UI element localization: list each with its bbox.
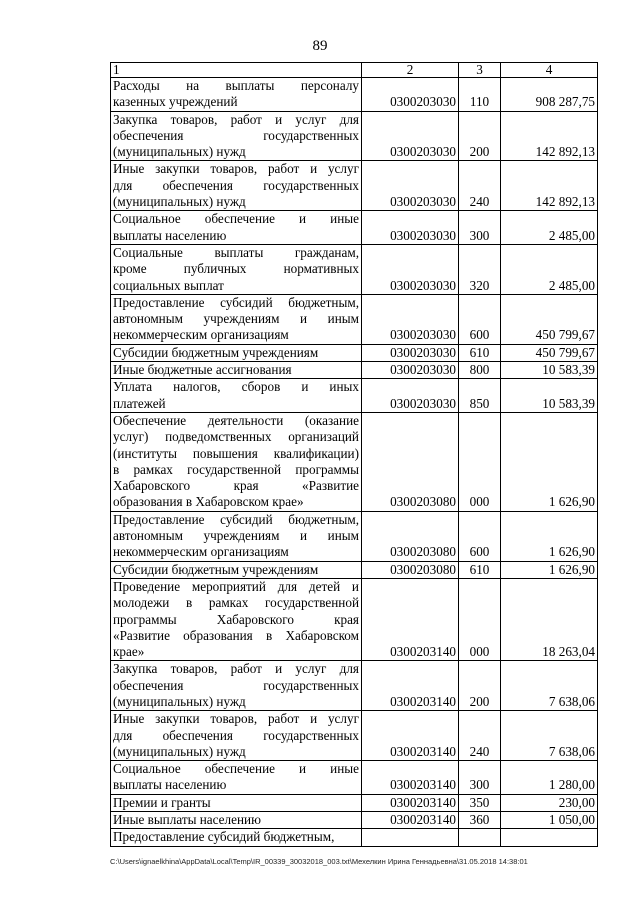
table-row: [111, 761, 598, 795]
column-header-4: 4: [501, 63, 598, 78]
row-name-line: (муниципальных) нужд: [113, 194, 246, 210]
row-name-cell: [111, 578, 362, 660]
table-row: [111, 362, 598, 379]
row-code-cell: 0300203030: [362, 111, 459, 161]
row-code-cell: 0300203030: [362, 244, 459, 294]
row-name-line: Иные закупки товаров, работ и услуг: [113, 711, 359, 727]
row-code-cell: 0300203030: [362, 78, 459, 112]
row-name-line: обеспечения государственных: [113, 677, 359, 693]
row-name-cell: [111, 812, 362, 829]
column-header-1: 1: [111, 63, 362, 78]
row-code-cell: 0300203030: [362, 161, 459, 211]
page-number: 89: [312, 38, 328, 54]
row-amount-cell: 1 050,00: [501, 812, 598, 829]
row-name-line: услуг) подведомственных организаций: [113, 429, 359, 445]
row-type-cell: 600: [459, 294, 501, 344]
row-type-cell: 360: [459, 812, 501, 829]
row-type-cell: 110: [459, 78, 501, 112]
table-row: [111, 794, 598, 811]
table-row: [111, 711, 598, 761]
row-name-cell: [111, 561, 362, 578]
row-name-cell: [111, 161, 362, 211]
row-name-line: Социальные выплаты гражданам,: [113, 244, 359, 260]
row-name-cell: [111, 362, 362, 379]
column-header-2: 2: [362, 63, 459, 78]
row-name-line: некоммерческим организациям: [113, 544, 289, 560]
table-row: [111, 211, 598, 245]
row-name-line: Предоставление субсидий бюджетным,: [113, 511, 359, 527]
row-name-line: для обеспечения государственных: [113, 727, 359, 743]
row-name-line: выплаты населению: [113, 227, 227, 243]
row-amount-cell: [501, 829, 598, 846]
row-name-line: Субсидии бюджетным учреждениям: [113, 344, 319, 360]
table-row: [111, 344, 598, 361]
row-name-line: Предоставление субсидий бюджетным,: [113, 829, 335, 845]
row-name-line: крае»: [113, 644, 145, 660]
row-name-line: казенных учреждений: [113, 94, 238, 110]
row-name-line: (муниципальных) нужд: [113, 144, 246, 160]
table-row: [111, 578, 598, 660]
row-type-cell: 240: [459, 161, 501, 211]
row-type-cell: 600: [459, 511, 501, 561]
row-type-cell: 300: [459, 211, 501, 245]
row-type-cell: 200: [459, 111, 501, 161]
row-name-line: образования в Хабаровском крае»: [113, 494, 304, 510]
row-code-cell: 0300203030: [362, 362, 459, 379]
row-amount-cell: 7 638,06: [501, 661, 598, 711]
row-type-cell: 000: [459, 578, 501, 660]
row-amount-cell: 142 892,13: [501, 161, 598, 211]
row-name-cell: [111, 412, 362, 511]
row-name-line: «Развитие образования в Хабаровском: [113, 627, 359, 643]
row-name-line: некоммерческим организациям: [113, 327, 289, 343]
row-name-line: Социальное обеспечение и иные: [113, 761, 359, 777]
row-code-cell: [362, 829, 459, 846]
row-amount-cell: 18 263,04: [501, 578, 598, 660]
row-name-line: Хабаровского края «Развитие: [113, 478, 359, 494]
row-name-line: Иные выплаты населению: [113, 812, 261, 828]
table-row: [111, 294, 598, 344]
row-name-line: Премии и гранты: [113, 794, 211, 810]
row-code-cell: 0300203030: [362, 294, 459, 344]
row-name-cell: [111, 794, 362, 811]
row-amount-cell: 450 799,67: [501, 344, 598, 361]
row-type-cell: 350: [459, 794, 501, 811]
table-row: [111, 561, 598, 578]
row-code-cell: 0300203030: [362, 344, 459, 361]
row-name-cell: [111, 761, 362, 795]
row-name-line: автономным учреждениям и иным: [113, 311, 359, 327]
row-amount-cell: 908 287,75: [501, 78, 598, 112]
row-name-line: Закупка товаров, работ и услуг для: [113, 661, 359, 677]
row-name-line: кроме публичных нормативных: [113, 261, 359, 277]
row-type-cell: [459, 829, 501, 846]
budget-table: [110, 62, 598, 847]
row-name-line: обеспечения государственных: [113, 127, 359, 143]
row-name-line: молодежи в рамках государственной: [113, 595, 359, 611]
row-name-line: для обеспечения государственных: [113, 177, 359, 193]
row-name-cell: [111, 344, 362, 361]
row-code-cell: 0300203080: [362, 511, 459, 561]
row-code-cell: 0300203030: [362, 379, 459, 413]
table-row: [111, 661, 598, 711]
table-row: [111, 829, 598, 846]
row-name-line: Проведение мероприятий для детей и: [113, 578, 359, 594]
row-amount-cell: 230,00: [501, 794, 598, 811]
row-name-line: социальных выплат: [113, 277, 224, 293]
row-type-cell: 850: [459, 379, 501, 413]
row-amount-cell: 450 799,67: [501, 294, 598, 344]
row-code-cell: 0300203030: [362, 211, 459, 245]
row-name-line: Социальное обеспечение и иные: [113, 211, 359, 227]
row-name-line: Иные закупки товаров, работ и услуг: [113, 161, 359, 177]
table-row: [111, 111, 598, 161]
row-name-cell: [111, 244, 362, 294]
file-path-footer: C:\Users\ignaelkhina\AppData\Local\Temp\IR_00339_30032018_003.txt\Мехелкин Ирина Геннадьевна\31.05.2018 14:38:01: [110, 857, 528, 866]
table-row: [111, 379, 598, 413]
row-name-line: выплаты населению: [113, 777, 227, 793]
row-name-line: Субсидии бюджетным учреждениям: [113, 561, 319, 577]
row-name-cell: [111, 211, 362, 245]
row-name-line: Предоставление субсидий бюджетным,: [113, 294, 359, 310]
row-amount-cell: 142 892,13: [501, 111, 598, 161]
row-code-cell: 0300203140: [362, 578, 459, 660]
row-amount-cell: 1 626,90: [501, 561, 598, 578]
row-name-line: (муниципальных) нужд: [113, 693, 246, 709]
row-name-line: в рамках государственной программы: [113, 461, 359, 477]
row-name-line: Обеспечение деятельности (оказание: [113, 412, 359, 428]
row-amount-cell: 10 583,39: [501, 379, 598, 413]
row-name-cell: [111, 111, 362, 161]
row-name-cell: [111, 829, 362, 846]
row-amount-cell: 1 280,00: [501, 761, 598, 795]
row-name-cell: [111, 711, 362, 761]
row-amount-cell: 10 583,39: [501, 362, 598, 379]
row-type-cell: 320: [459, 244, 501, 294]
row-name-line: (муниципальных) нужд: [113, 743, 246, 759]
table-row: [111, 412, 598, 511]
row-name-line: Закупка товаров, работ и услуг для: [113, 111, 359, 127]
row-code-cell: 0300203140: [362, 812, 459, 829]
row-name-cell: [111, 294, 362, 344]
row-name-line: Расходы на выплаты персоналу: [113, 78, 359, 93]
row-name-cell: [111, 78, 362, 112]
row-amount-cell: 2 485,00: [501, 244, 598, 294]
row-name-line: (институты повышения квалификации): [113, 445, 359, 461]
row-amount-cell: 7 638,06: [501, 711, 598, 761]
row-code-cell: 0300203140: [362, 711, 459, 761]
table-row: [111, 78, 598, 112]
row-code-cell: 0300203140: [362, 794, 459, 811]
row-name-cell: [111, 661, 362, 711]
row-name-line: Уплата налогов, сборов и иных: [113, 379, 359, 395]
row-name-cell: [111, 511, 362, 561]
row-code-cell: 0300203080: [362, 561, 459, 578]
row-code-cell: 0300203140: [362, 761, 459, 795]
row-code-cell: 0300203140: [362, 661, 459, 711]
row-name-line: платежей: [113, 395, 166, 411]
table-row: [111, 812, 598, 829]
row-type-cell: 610: [459, 561, 501, 578]
row-type-cell: 200: [459, 661, 501, 711]
row-amount-cell: 1 626,90: [501, 511, 598, 561]
row-name-cell: [111, 379, 362, 413]
row-type-cell: 800: [459, 362, 501, 379]
row-name-line: автономным учреждениям и иным: [113, 528, 359, 544]
row-name-line: Иные бюджетные ассигнования: [113, 362, 292, 378]
row-type-cell: 610: [459, 344, 501, 361]
row-amount-cell: 2 485,00: [501, 211, 598, 245]
table-row: [111, 244, 598, 294]
row-type-cell: 000: [459, 412, 501, 511]
row-code-cell: 0300203080: [362, 412, 459, 511]
row-type-cell: 300: [459, 761, 501, 795]
table-row: [111, 511, 598, 561]
row-amount-cell: 1 626,90: [501, 412, 598, 511]
row-type-cell: 240: [459, 711, 501, 761]
row-name-line: программы Хабаровского края: [113, 611, 359, 627]
table-row: [111, 161, 598, 211]
column-header-3: 3: [459, 63, 501, 78]
table-header-row: [111, 63, 598, 78]
